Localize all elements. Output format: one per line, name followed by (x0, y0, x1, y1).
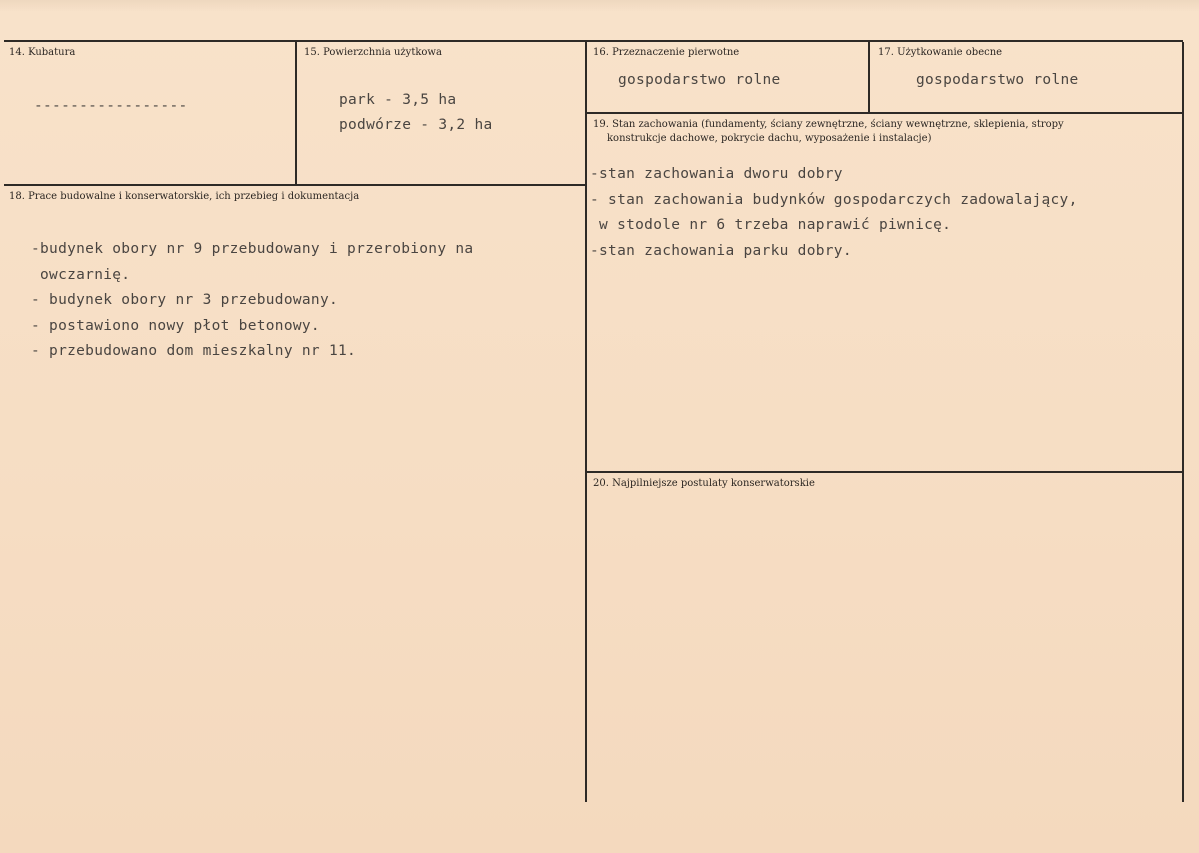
field-15-line: park - 3,5 ha (339, 92, 457, 108)
top-border-line (4, 40, 1183, 42)
field-15-value (339, 88, 493, 138)
field-15-label: 15. Powierzchnia użytkowa (304, 47, 442, 58)
field-17-label: 17. Użytkowanie obecne (878, 47, 1003, 58)
field-17-value: gospodarstwo rolne (916, 72, 1079, 88)
divider-14-15 (295, 42, 297, 184)
field-18-value (31, 237, 473, 365)
field-14-label: 14. Kubatura (9, 47, 76, 58)
field-18-line: - postawiono nowy płot betonowy. (31, 317, 320, 334)
field-19-label-line: 19. Stan zachowania (fundamenty, ściany zewnętrzne, ściany wewnętrzne, sklepienia, stropy (593, 119, 1064, 130)
field-15-line: podwórze - 3,2 ha (339, 117, 493, 133)
field-18-line: - budynek obory nr 3 przebudowany. (31, 292, 339, 308)
field-16-label: 16. Przeznaczenie pierwotne (593, 47, 740, 58)
field-16-value: gospodarstwo rolne (618, 72, 781, 88)
field-18-line: -budynek obory nr 9 przebudowany i przerobiony na (31, 241, 474, 257)
field-18-line: - przebudowano dom mieszkalny nr 11. (31, 343, 357, 359)
line-under-19 (587, 471, 1183, 473)
field-19-label (593, 118, 1178, 146)
field-19-label-line: konstrukcje dachowe, pokrycie dachu, wyposażenie i instalacje) (607, 133, 932, 144)
field-14-value: ----------------- (34, 98, 188, 114)
line-under-15 (4, 184, 585, 186)
field-19-line: -stan zachowania parku dobry. (590, 242, 852, 259)
field-19-line: w stodole nr 6 trzeba naprawić piwnicę. (590, 217, 952, 233)
paper-edge-shadow (0, 0, 1199, 12)
divider-16-17 (868, 42, 870, 113)
divider-left-right (585, 42, 587, 802)
field-19-value (590, 162, 1078, 264)
field-18-label: 18. Prace budowalne i konserwatorskie, ich przebieg i dokumentacja (9, 191, 360, 202)
field-18-line: owczarnię. (31, 266, 131, 283)
field-19-line: - stan zachowania budynków gospodarczych zadowalający, (590, 191, 1078, 208)
field-20-label: 20. Najpilniejsze postulaty konserwatorskie (593, 478, 815, 489)
line-under-17 (587, 112, 1183, 114)
field-19-line: -stan zachowania dworu dobry (590, 166, 843, 182)
right-border-line (1182, 42, 1184, 802)
